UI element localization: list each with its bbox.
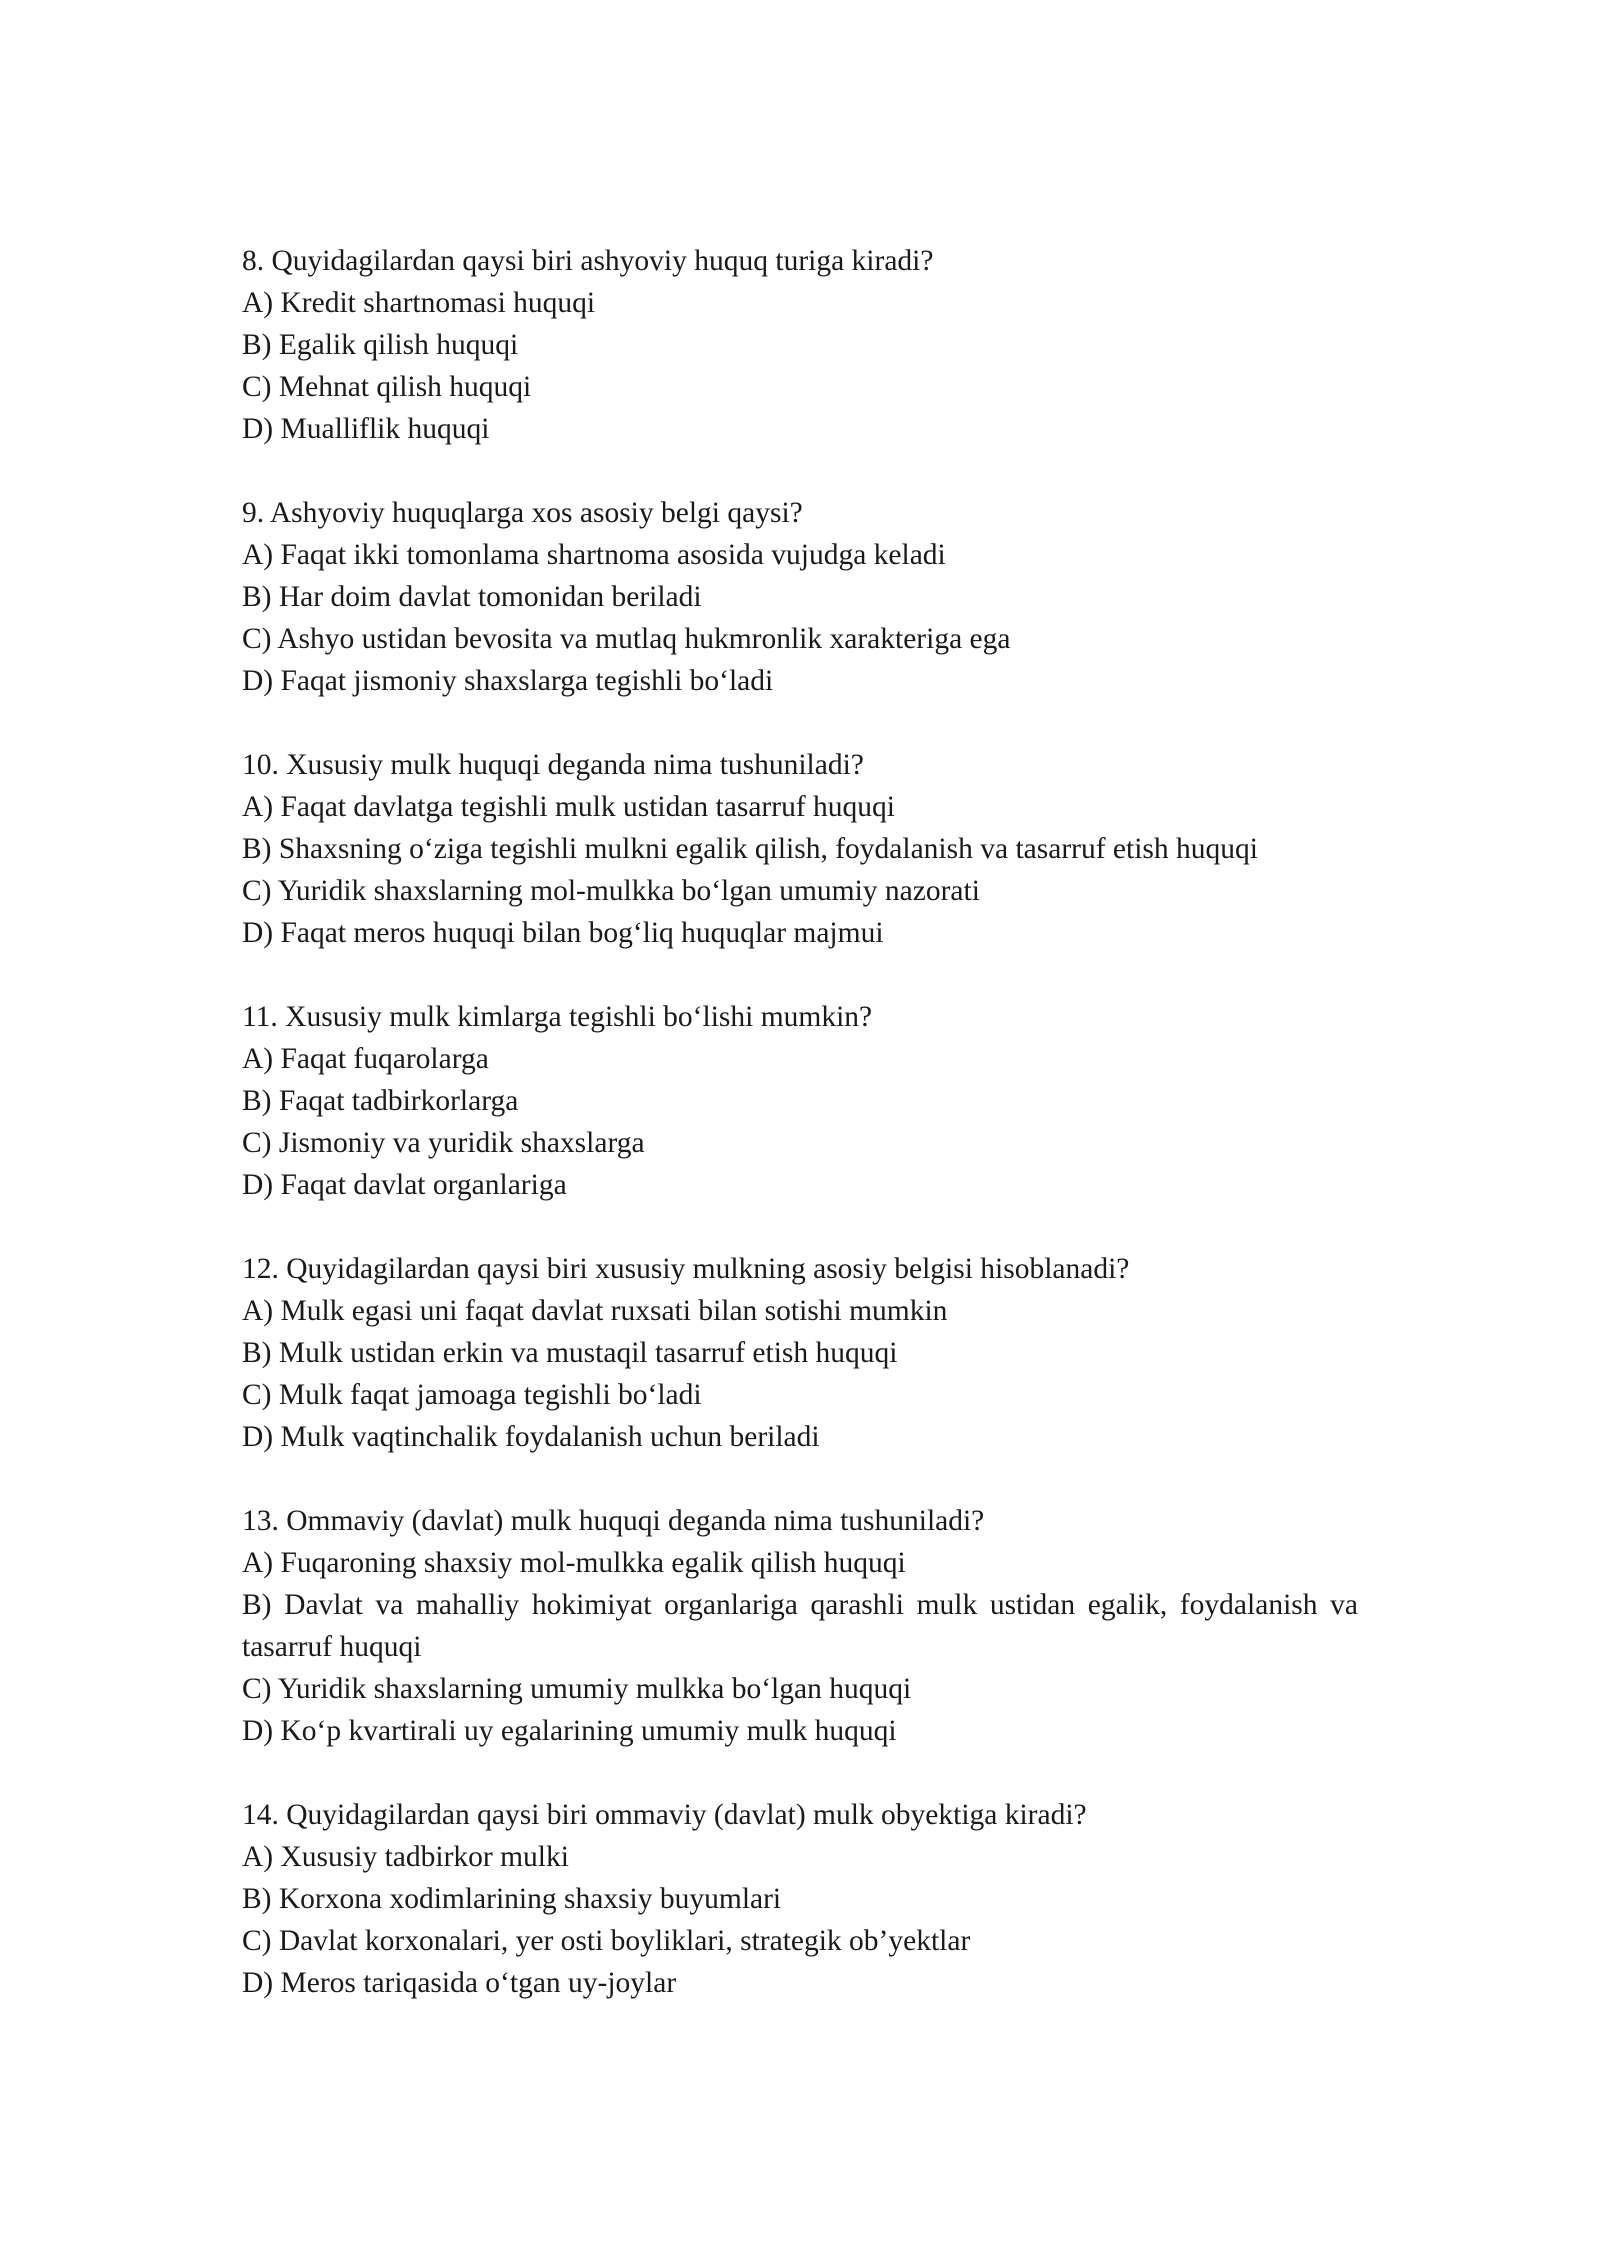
question-text: 14. Quyidagilardan qaysi biri ommaviy (davlat) mulk obyektiga kiradi? xyxy=(242,1799,1087,1831)
answer-option: B) Davlat va mahalliy hokimiyat organlariga qarashli mulk ustidan egalik, foydalanish va tasarruf huquqi xyxy=(242,1589,1358,1663)
answer-option: D) Faqat jismoniy shaxslarga tegishli bo‘ladi xyxy=(242,665,774,697)
answer-option: A) Mulk egasi uni faqat davlat ruxsati bilan sotishi mumkin xyxy=(242,1295,948,1327)
question-text: 9. Ashyoviy huquqlarga xos asosiy belgi qaysi? xyxy=(242,497,803,529)
question-text: 10. Xususiy mulk huquqi deganda nima tushuniladi? xyxy=(242,749,864,781)
answer-option: D) Mulk vaqtinchalik foydalanish uchun beriladi xyxy=(242,1421,820,1453)
answer-option: C) Davlat korxonalari, yer osti boyliklari, strategik ob’yektlar xyxy=(242,1925,971,1957)
answer-option: D) Faqat davlat organlariga xyxy=(242,1169,567,1201)
answer-option: A) Faqat fuqarolarga xyxy=(242,1043,489,1075)
answer-option: A) Fuqaroning shaxsiy mol-mulkka egalik qilish huquqi xyxy=(242,1547,906,1579)
answer-option: C) Mehnat qilish huquqi xyxy=(242,371,532,403)
question-block xyxy=(242,240,1358,450)
answer-option: B) Faqat tadbirkorlarga xyxy=(242,1085,519,1117)
question-text: 13. Ommaviy (davlat) mulk huquqi deganda nima tushuniladi? xyxy=(242,1505,985,1537)
question-block xyxy=(242,1248,1358,1458)
answer-option: B) Shaxsning o‘ziga tegishli mulkni egalik qilish, foydalanish va tasarruf etish huquqi xyxy=(242,833,1258,865)
answer-option: B) Egalik qilish huquqi xyxy=(242,329,519,361)
answer-option: C) Jismoniy va yuridik shaxslarga xyxy=(242,1127,645,1159)
answer-option: C) Yuridik shaxslarning umumiy mulkka bo‘lgan huquqi xyxy=(242,1673,912,1705)
answer-option: A) Faqat davlatga tegishli mulk ustidan tasarruf huquqi xyxy=(242,791,895,823)
question-block xyxy=(242,492,1358,702)
question-text: 12. Quyidagilardan qaysi biri xususiy mulkning asosiy belgisi hisoblanadi? xyxy=(242,1253,1130,1285)
question-block xyxy=(242,996,1358,1206)
answer-option: D) Ko‘p kvartirali uy egalarining umumiy mulk huquqi xyxy=(242,1715,897,1747)
answer-option: C) Ashyo ustidan bevosita va mutlaq hukmronlik xarakteriga ega xyxy=(242,623,1011,655)
answer-option: A) Kredit shartnomasi huquqi xyxy=(242,287,596,319)
answer-option: A) Faqat ikki tomonlama shartnoma asosida vujudga keladi xyxy=(242,539,946,571)
question-list xyxy=(242,240,1358,2046)
answer-option: B) Korxona xodimlarining shaxsiy buyumlari xyxy=(242,1883,782,1915)
answer-option: A) Xususiy tadbirkor mulki xyxy=(242,1841,569,1873)
answer-option: C) Yuridik shaxslarning mol-mulkka bo‘lgan umumiy nazorati xyxy=(242,875,980,907)
answer-option: D) Meros tariqasida o‘tgan uy-joylar xyxy=(242,1967,677,1999)
question-text: 8. Quyidagilardan qaysi biri ashyoviy huquq turiga kiradi? xyxy=(242,245,934,277)
answer-option: B) Har doim davlat tomonidan beriladi xyxy=(242,581,702,613)
answer-option: D) Faqat meros huquqi bilan bog‘liq huquqlar majmui xyxy=(242,917,884,949)
question-text: 11. Xususiy mulk kimlarga tegishli bo‘lishi mumkin? xyxy=(242,1001,873,1033)
answer-option: D) Mualliflik huquqi xyxy=(242,413,490,445)
question-block xyxy=(242,1500,1358,1752)
question-block xyxy=(242,744,1358,954)
question-block xyxy=(242,1794,1358,2004)
answer-option: B) Mulk ustidan erkin va mustaqil tasarruf etish huquqi xyxy=(242,1337,898,1369)
answer-option: C) Mulk faqat jamoaga tegishli bo‘ladi xyxy=(242,1379,702,1411)
